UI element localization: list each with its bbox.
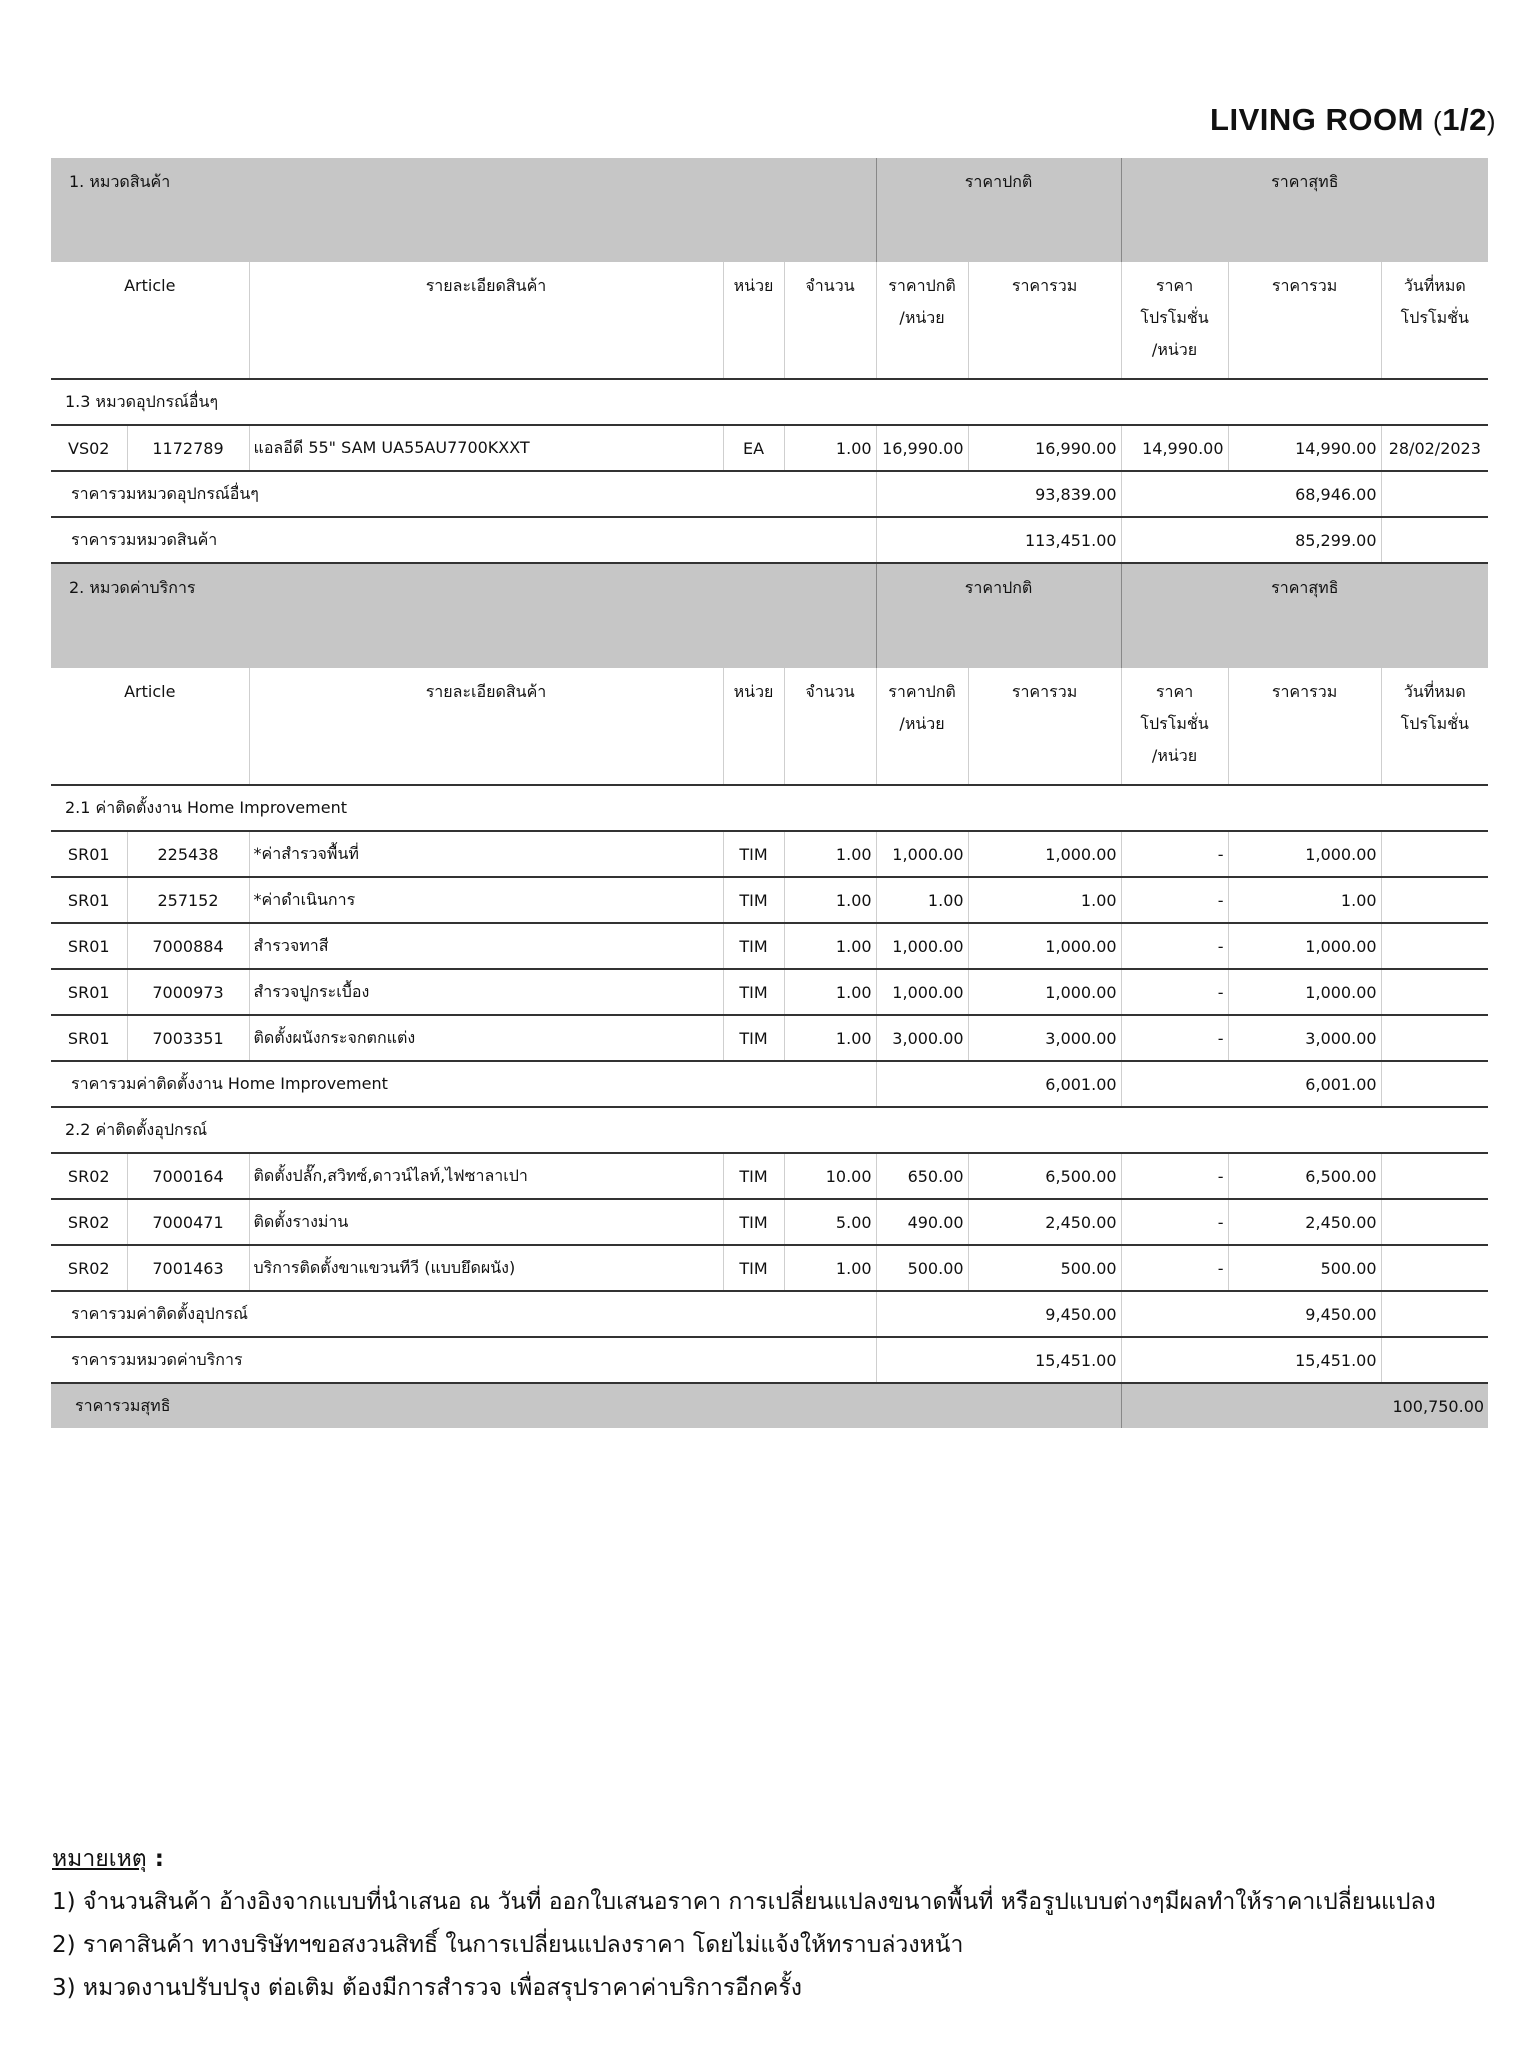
regular-total-value: 6,001.00 [876, 1061, 1121, 1107]
item-promo-price: - [1121, 969, 1228, 1015]
net-total-value: 68,946.00 [1121, 471, 1381, 517]
col-promo-end-date [1381, 262, 1488, 379]
header-text-line: ราคาปกติ [888, 276, 956, 295]
item-quantity: 1.00 [784, 1015, 876, 1061]
item-price-per-unit: 1,000.00 [876, 923, 968, 969]
item-code: SR01 [51, 969, 127, 1015]
item-description: *ค่าดำเนินการ [249, 877, 723, 923]
item-unit: TIM [723, 969, 784, 1015]
item-article: 7000884 [127, 923, 249, 969]
item-promo-end-date [1381, 877, 1488, 923]
item-code: SR01 [51, 923, 127, 969]
item-net-total: 1,000.00 [1228, 923, 1381, 969]
subcategory-name: 2.1 ค่าติดตั้งงาน Home Improvement [51, 785, 1488, 831]
header-text-line: /หน่วย [899, 308, 945, 327]
item-price-per-unit: 490.00 [876, 1199, 968, 1245]
remarks-colon: : [146, 1846, 164, 1872]
item-unit: TIM [723, 923, 784, 969]
page-number: 1/2 [1442, 102, 1487, 137]
item-article: 225438 [127, 831, 249, 877]
item-net-total: 14,990.00 [1228, 425, 1381, 471]
total-label: ราคารวมหมวดอุปกรณ์อื่นๆ [51, 471, 876, 517]
header-text-line: วันที่หมด [1403, 682, 1466, 701]
empty-cell [1381, 471, 1488, 517]
empty-cell [1381, 1291, 1488, 1337]
subtotal-row [51, 1061, 1488, 1107]
item-net-total: 500.00 [1228, 1245, 1381, 1291]
item-promo-price: 14,990.00 [1121, 425, 1228, 471]
item-price-per-unit: 500.00 [876, 1245, 968, 1291]
line-item-row [51, 1153, 1488, 1199]
item-code: VS02 [51, 425, 127, 471]
item-promo-end-date [1381, 1245, 1488, 1291]
remark-line: 3) หมวดงานปรับปรุง ต่อเติม ต้องมีการสำรวจ เพื่อสรุปราคาค่าบริการอีกครั้ง [52, 1975, 802, 2001]
header-text-line: ราคา [1155, 276, 1194, 295]
net-total-value: 9,450.00 [1121, 1291, 1381, 1337]
regular-total-value: 93,839.00 [876, 471, 1121, 517]
item-promo-price: - [1121, 831, 1228, 877]
grand-total-row [51, 1383, 1488, 1428]
item-price-per-unit: 16,990.00 [876, 425, 968, 471]
col-unit: หน่วย [723, 262, 784, 379]
item-description: ติดตั้งปลั๊ก,สวิทซ์,ดาวน์ไลท์,ไฟซาลาเปา [249, 1153, 723, 1199]
line-item-row [51, 877, 1488, 923]
subtotal-row [51, 471, 1488, 517]
item-unit: EA [723, 425, 784, 471]
item-total: 1,000.00 [968, 923, 1121, 969]
col-article: Article [124, 682, 176, 701]
remarks [52, 1838, 1436, 2010]
item-total: 1.00 [968, 877, 1121, 923]
item-unit: TIM [723, 1199, 784, 1245]
item-article: 7000973 [127, 969, 249, 1015]
item-promo-price: - [1121, 1199, 1228, 1245]
item-net-total: 1,000.00 [1228, 969, 1381, 1015]
item-description: สำรวจทาสี [249, 923, 723, 969]
item-total: 3,000.00 [968, 1015, 1121, 1061]
net-total-value: 85,299.00 [1121, 517, 1381, 563]
paren-open: ( [1433, 106, 1443, 136]
col-quantity: จำนวน [784, 262, 876, 379]
item-quantity: 1.00 [784, 923, 876, 969]
col-quantity: จำนวน [784, 668, 876, 785]
item-price-per-unit: 1.00 [876, 877, 968, 923]
item-article: 7000471 [127, 1199, 249, 1245]
col-total: ราคารวม [968, 262, 1121, 379]
col-description: รายละเอียดสินค้า [249, 668, 723, 785]
net-total-value: 15,451.00 [1121, 1337, 1381, 1383]
item-article: 1172789 [127, 425, 249, 471]
remarks-heading: หมายเหตุ [52, 1846, 147, 1872]
item-code: SR01 [51, 877, 127, 923]
item-promo-end-date: 28/02/2023 [1381, 425, 1488, 471]
item-article: 7001463 [127, 1245, 249, 1291]
item-unit: TIM [723, 877, 784, 923]
line-item-row [51, 923, 1488, 969]
line-item-row [51, 1015, 1488, 1061]
subcategory-row [51, 379, 1488, 425]
item-article: 7000164 [127, 1153, 249, 1199]
empty-cell [1381, 517, 1488, 563]
net-price-group-header: ราคาสุทธิ [1121, 158, 1488, 262]
item-total: 1,000.00 [968, 831, 1121, 877]
header-text-line: /หน่วย [899, 714, 945, 733]
item-price-per-unit: 3,000.00 [876, 1015, 968, 1061]
item-price-per-unit: 650.00 [876, 1153, 968, 1199]
header-text-line: วันที่หมด [1403, 276, 1466, 295]
item-net-total: 1.00 [1228, 877, 1381, 923]
item-quantity: 5.00 [784, 1199, 876, 1245]
item-price-per-unit: 1,000.00 [876, 969, 968, 1015]
regular-total-value: 113,451.00 [876, 517, 1121, 563]
col-net-total: ราคารวม [1228, 262, 1381, 379]
subcategory-row [51, 1107, 1488, 1153]
item-quantity: 1.00 [784, 969, 876, 1015]
item-unit: TIM [723, 1015, 784, 1061]
header-text-line: ราคาปกติ [888, 682, 956, 701]
item-promo-end-date [1381, 1015, 1488, 1061]
header-text-line: /หน่วย [1151, 340, 1198, 359]
item-net-total: 2,450.00 [1228, 1199, 1381, 1245]
item-total: 16,990.00 [968, 425, 1121, 471]
item-promo-end-date [1381, 969, 1488, 1015]
header-text-line: โปรโมชั่น [1400, 714, 1469, 733]
header-text-line: โปรโมชั่น [1400, 308, 1469, 327]
item-code: SR02 [51, 1153, 127, 1199]
remark-line: 2) ราคาสินค้า ทางบริษัทฯขอสงวนสิทธิ์ ในการเปลี่ยนแปลงราคา โดยไม่แจ้งให้ทราบล่วงหน้า [52, 1932, 964, 1958]
item-unit: TIM [723, 1245, 784, 1291]
col-total: ราคารวม [968, 668, 1121, 785]
item-total: 1,000.00 [968, 969, 1121, 1015]
quotation-table [51, 158, 1488, 1428]
item-price-per-unit: 1,000.00 [876, 831, 968, 877]
item-promo-end-date [1381, 923, 1488, 969]
column-header-row [51, 668, 1488, 785]
regular-price-group-header: ราคาปกติ [876, 563, 1121, 668]
col-description: รายละเอียดสินค้า [249, 262, 723, 379]
item-code: SR01 [51, 831, 127, 877]
col-article: Article [124, 276, 176, 295]
total-label: ราคารวมค่าติดตั้งอุปกรณ์ [51, 1291, 876, 1337]
item-promo-price: - [1121, 923, 1228, 969]
remark-line: 1) จำนวนสินค้า อ้างอิงจากแบบที่นำเสนอ ณ วันที่ ออกใบเสนอราคา การเปลี่ยนแปลงขนาดพื้นที่ หรือรูปแบบต่างๆมีผลทำให้ราคาเปลี่ยนแปลง [52, 1889, 1436, 1915]
line-item-row [51, 425, 1488, 471]
subtotal-row [51, 1291, 1488, 1337]
header-text-line: โปรโมชั่น [1140, 714, 1209, 733]
item-promo-end-date [1381, 831, 1488, 877]
page-title-main: LIVING ROOM [1210, 102, 1424, 137]
col-promo-price [1121, 668, 1228, 785]
line-item-row [51, 1199, 1488, 1245]
item-quantity: 1.00 [784, 425, 876, 471]
item-promo-end-date [1381, 1199, 1488, 1245]
page-title [1210, 102, 1496, 138]
section-name: 2. หมวดค่าบริการ [51, 563, 876, 668]
regular-total-value: 15,451.00 [876, 1337, 1121, 1383]
item-total: 2,450.00 [968, 1199, 1121, 1245]
empty-cell [1381, 1061, 1488, 1107]
item-description: *ค่าสำรวจพื้นที่ [249, 831, 723, 877]
item-promo-price: - [1121, 877, 1228, 923]
item-total: 6,500.00 [968, 1153, 1121, 1199]
item-promo-end-date [1381, 1153, 1488, 1199]
item-quantity: 1.00 [784, 831, 876, 877]
item-quantity: 10.00 [784, 1153, 876, 1199]
item-code: SR02 [51, 1245, 127, 1291]
regular-total-value: 9,450.00 [876, 1291, 1121, 1337]
line-item-row [51, 1245, 1488, 1291]
empty-cell [1381, 1337, 1488, 1383]
item-total: 500.00 [968, 1245, 1121, 1291]
subcategory-name: 2.2 ค่าติดตั้งอุปกรณ์ [51, 1107, 1488, 1153]
line-item-row [51, 969, 1488, 1015]
item-code: SR01 [51, 1015, 127, 1061]
item-unit: TIM [723, 831, 784, 877]
net-price-group-header: ราคาสุทธิ [1121, 563, 1488, 668]
grand-total-value: 100,750.00 [1121, 1383, 1488, 1428]
header-text-line: /หน่วย [1151, 746, 1198, 765]
subcategory-name: 1.3 หมวดอุปกรณ์อื่นๆ [51, 379, 1488, 425]
item-description: บริการติดตั้งขาแขวนทีวี (แบบยึดผนัง) [249, 1245, 723, 1291]
subcategory-row [51, 785, 1488, 831]
col-price-per-unit [876, 262, 968, 379]
header-text-line: โปรโมชั่น [1140, 308, 1209, 327]
col-net-total: ราคารวม [1228, 668, 1381, 785]
col-promo-end-date [1381, 668, 1488, 785]
section-total-row [51, 1337, 1488, 1383]
col-unit: หน่วย [723, 668, 784, 785]
total-label: ราคารวมหมวดค่าบริการ [51, 1337, 876, 1383]
regular-price-group-header: ราคาปกติ [876, 158, 1121, 262]
column-header-row [51, 262, 1488, 379]
header-text-line: ราคา [1155, 682, 1194, 701]
section-total-row [51, 517, 1488, 563]
paren-close: ) [1486, 106, 1496, 136]
item-net-total: 3,000.00 [1228, 1015, 1381, 1061]
total-label: ราคารวมหมวดสินค้า [51, 517, 876, 563]
item-promo-price: - [1121, 1153, 1228, 1199]
item-net-total: 1,000.00 [1228, 831, 1381, 877]
item-description: สำรวจปูกระเบื้อง [249, 969, 723, 1015]
item-description: แอลอีดี 55" SAM UA55AU7700KXXT [249, 425, 723, 471]
col-price-per-unit [876, 668, 968, 785]
item-article: 7003351 [127, 1015, 249, 1061]
item-promo-price: - [1121, 1245, 1228, 1291]
item-net-total: 6,500.00 [1228, 1153, 1381, 1199]
section-header-row [51, 158, 1488, 262]
item-quantity: 1.00 [784, 1245, 876, 1291]
item-article: 257152 [127, 877, 249, 923]
total-label: ราคารวมค่าติดตั้งงาน Home Improvement [51, 1061, 876, 1107]
item-code: SR02 [51, 1199, 127, 1245]
line-item-row [51, 831, 1488, 877]
section-name: 1. หมวดสินค้า [51, 158, 876, 262]
net-total-value: 6,001.00 [1121, 1061, 1381, 1107]
item-description: ติดตั้งผนังกระจกตกแต่ง [249, 1015, 723, 1061]
item-quantity: 1.00 [784, 877, 876, 923]
item-description: ติดตั้งรางม่าน [249, 1199, 723, 1245]
item-unit: TIM [723, 1153, 784, 1199]
item-promo-price: - [1121, 1015, 1228, 1061]
col-promo-price [1121, 262, 1228, 379]
grand-total-label: ราคารวมสุทธิ [51, 1383, 1121, 1428]
section-header-row [51, 563, 1488, 668]
